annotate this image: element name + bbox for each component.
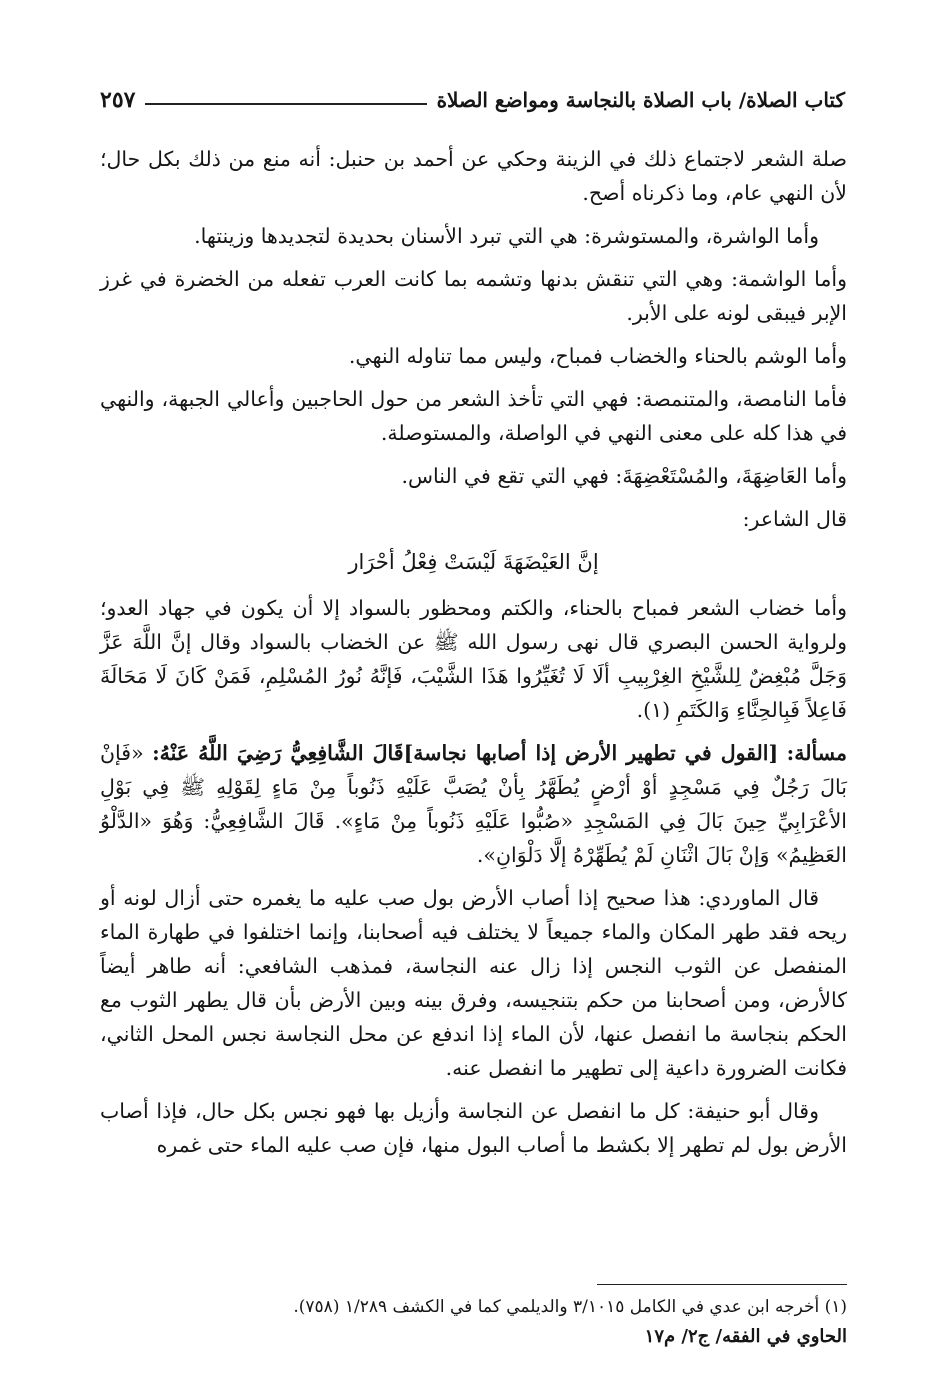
masala-text: «فَإنْ بَالَ رَجُلٌ فِي مَسْجِدٍ أوْ أرْضٍ يُطَهَّرُ بِأنْ يُصَبَّ عَلَيْهِ ذَنُوباً مِنْ مَاءٍ لِقَوْلِهِ ﷺ فِي بَوْلِ الأعْرَابِيِّ حِينَ بَالَ فِي المَسْجِدِ «صُبُّوا عَلَيْهِ ذَنُوباً مِنْ مَاءٍ». قَالَ الشَّافِعِيُّ: وَهُوَ «الدَّلْوُ العَظِيمُ» وَإنْ بَالَ اثْنَانِ لَمْ يُطَهِّرْهُ إلَّا دَلْوَانِ». [100,741,847,867]
poetry-verse: إنَّ العَيْضَهَةَ لَيْسَتْ فِعْلُ أحْرَار [348,550,599,574]
paragraph: وأما الواشرة، والمستوشرة: هي التي تبرد الأسنان بحديدة لتجديدها وزينتها. [194,224,819,248]
footnote: (١) أخرجه ابن عدي في الكامل ٣/١٠١٥ والديلمي كما في الكشف ١/٢٨٩ (٧٥٨). [293,1297,847,1317]
running-header [100,78,845,122]
paragraph: وأما العَاضِهَةَ، والمُسْتَعْضِهَةَ: فهي التي تقع في الناس. [401,464,847,488]
paragraph: قال الشاعر: [742,507,847,531]
hanifa-paragraph: وقال أبو حنيفة: كل ما انفصل عن النجاسة وأزيل بها فهو نجس بكل حال، فإذا أصاب الأرض بول لم تطهر إلا بكشط ما أصاب البول منها، فإن صب عليه الماء حتى غمره [100,1099,847,1157]
book-footer: الحاوي في الفقه/ ج٢/ م١٧ [644,1326,847,1347]
footnote-rule [597,1284,847,1285]
chapter-title: كتاب الصلاة/ باب الصلاة بالنجاسة ومواضع الصلاة [436,88,845,112]
masala-heading: [القول في تطهير الأرض إذا أصابها نجاسة]قَالَ الشَّافِعِيُّ رَضِيَ اللَّهُ عَنْهُ: [152,741,779,765]
hadith-paragraph: وأما خضاب الشعر فمباح بالحناء، والكتم ومحظور بالسواد إلا أن يكون في جهاد العدو؛ ولرواية الحسن البصري قال نهى رسول الله ﷺ عن الخضاب بالسواد وقال إنَّ اللَّهَ عَزَّ وَجَلَّ مُبْغِضٌ لِلشَّيْخِ الغِرْبِيبِ ألَا لَا تُغَيِّرُوا هَذَا الشَّيْبَ، فَإنَّهُ نُورُ المُسْلِمِ، فَمَنْ كَانَ لَا مَحَالَةَ فَاعِلاً فَبِالحِنَّاءِ وَالكَتَمِ (١). [100,596,847,722]
page-number: ٢٥٧ [100,87,136,113]
paragraph: وأما الوشم بالحناء والخضاب فمباح، وليس مما تناوله النهي. [348,344,847,368]
paragraph: فأما النامصة، والمتنمصة: فهي التي تأخذ الشعر من حول الحاجبين وأعالي الجبهة، والنهي في هذا كله على معنى النهي في الواصلة، والمستوصلة. [100,387,847,445]
masala-label: مسألة: [786,741,847,765]
mawardi-paragraph: قال الماوردي: هذا صحيح إذا أصاب الأرض بول صب عليه ما يغمره حتى أزال لونه أو ريحه فقد طهر المكان والماء جميعاً لا يختلف فيه أصحابنا، وإنما اختلفوا في طهارة الماء المنفصل عن الثوب النجس إذا زال عنه النجاسة، فمذهب الشافعي: أنه طاهر أيضاً كالأرض، ومن أصحابنا من حكم بتنجيسه، وفرق بينه وبين الأرض بأن قال يطهر الثوب مع الحكم بنجاسة ما انفصل عنها، لأن الماء إذا اندفع عن محل النجاسة نجس المحل الثاني، فكانت الضرورة داعية إلى تطهير ما انفصل عنه. [100,886,847,1080]
header-rule [145,103,426,105]
paragraph: وأما الواشمة: وهي التي تنقش بدنها وتشمه بما كانت العرب تفعله من الخضرة في غرز الإبر فيبقى لونه على الأبر. [100,267,847,325]
masala-section [100,736,847,872]
main-text [100,142,847,1171]
paragraph: صلة الشعر لاجتماع ذلك في الزينة وحكي عن أحمد بن حنبل: أنه منع من ذلك بكل حال؛ لأن النهي عام، وما ذكرناه أصح. [100,147,847,205]
